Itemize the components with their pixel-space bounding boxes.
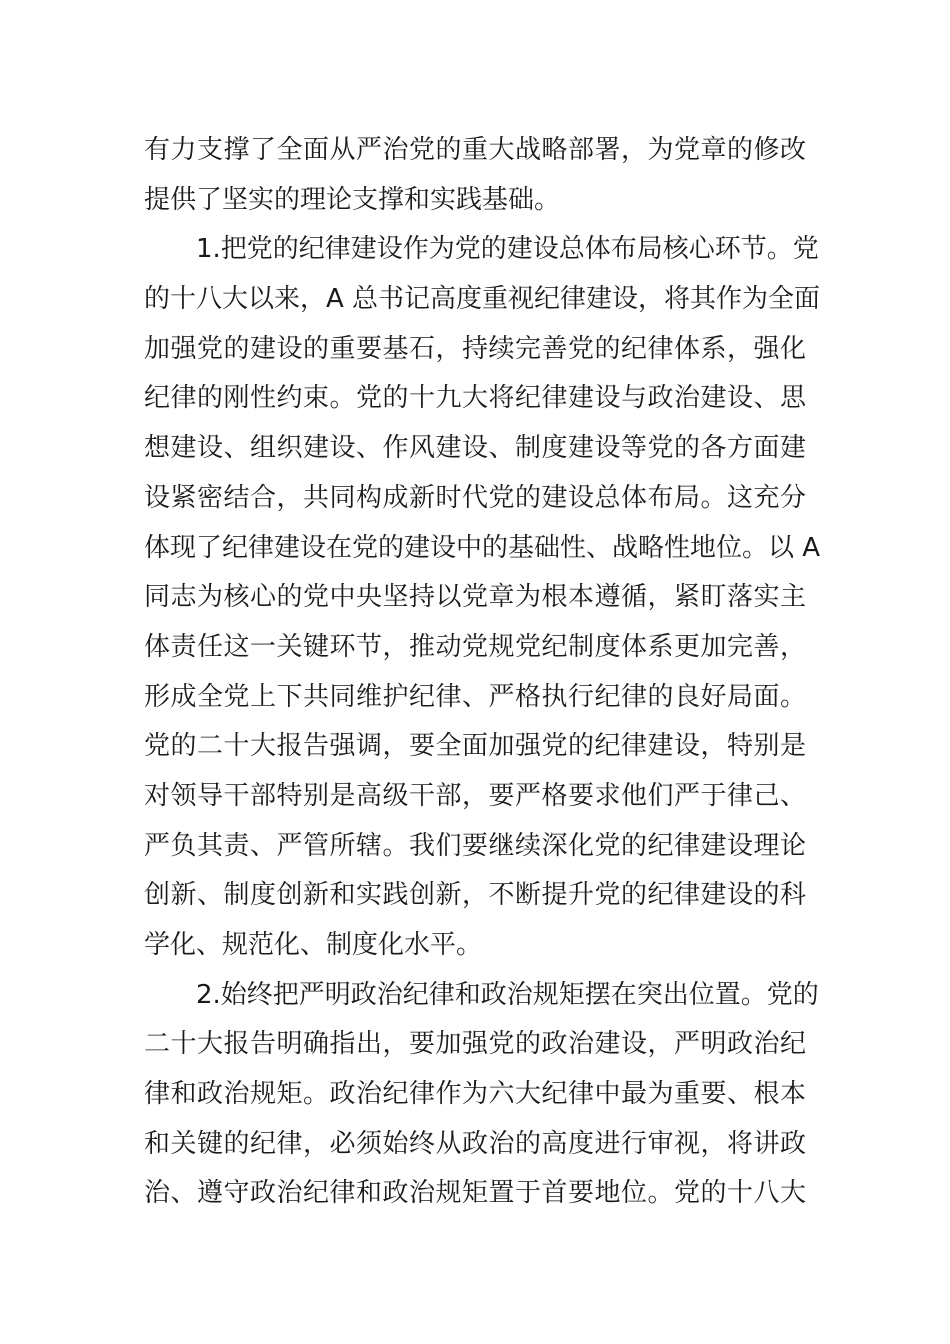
text-line: 的十八大以来，A 总书记高度重视纪律建设，将其作为全面 — [144, 284, 821, 315]
text-line: 加强党的建设的重要基石，持续完善党的纪律体系，强化 — [144, 333, 806, 364]
text-line: 想建设、组织建设、作风建设、制度建设等党的各方面建 — [144, 433, 806, 464]
text-line: 和关键的纪律，必须始终从政治的高度进行审视，将讲政 — [144, 1128, 806, 1159]
text-line: 律和政治规矩。政治纪律作为六大纪律中最为重要、根本 — [144, 1079, 806, 1110]
text-line: 设紧密结合，共同构成新时代党的建设总体布局。这充分 — [144, 482, 806, 513]
text-line: 创新、制度创新和实践创新，不断提升党的纪律建设的科 — [144, 880, 806, 911]
section-heading-line: 1.把党的纪律建设作为党的建设总体布局核心环节。党 — [196, 234, 819, 265]
text-line: 形成全党上下共同维护纪律、严格执行纪律的良好局面。 — [144, 681, 806, 712]
text-line: 党的二十大报告强调，要全面加强党的纪律建设，特别是 — [144, 731, 806, 762]
text-line: 有力支撑了全面从严治党的重大战略部署，为党章的修改 — [144, 135, 806, 165]
document-body — [144, 126, 821, 1219]
text-line: 治、遵守政治纪律和政治规矩置于首要地位。党的十八大 — [144, 1178, 806, 1209]
section-heading-line: 2.始终把严明政治纪律和政治规矩摆在突出位置。党的 — [196, 979, 819, 1010]
text-line: 体责任这一关键环节，推动党规党纪制度体系更加完善， — [144, 631, 806, 662]
text-line: 提供了坚实的理论支撑和实践基础。 — [144, 184, 561, 215]
text-line: 纪律的刚性约束。党的十九大将纪律建设与政治建设、思 — [144, 383, 806, 414]
text-line: 体现了纪律建设在党的建设中的基础性、战略性地位。以 A — [144, 532, 821, 563]
text-line: 同志为核心的党中央坚持以党章为根本遵循，紧盯落实主 — [144, 582, 806, 613]
text-line: 二十大报告明确指出，要加强党的政治建设，严明政治纪 — [144, 1029, 806, 1060]
text-line: 学化、规范化、制度化水平。 — [144, 930, 483, 960]
text-line: 对领导干部特别是高级干部，要严格要求他们严于律己、 — [144, 780, 806, 811]
text-line: 严负其责、严管所辖。我们要继续深化党的纪律建设理论 — [144, 830, 806, 861]
